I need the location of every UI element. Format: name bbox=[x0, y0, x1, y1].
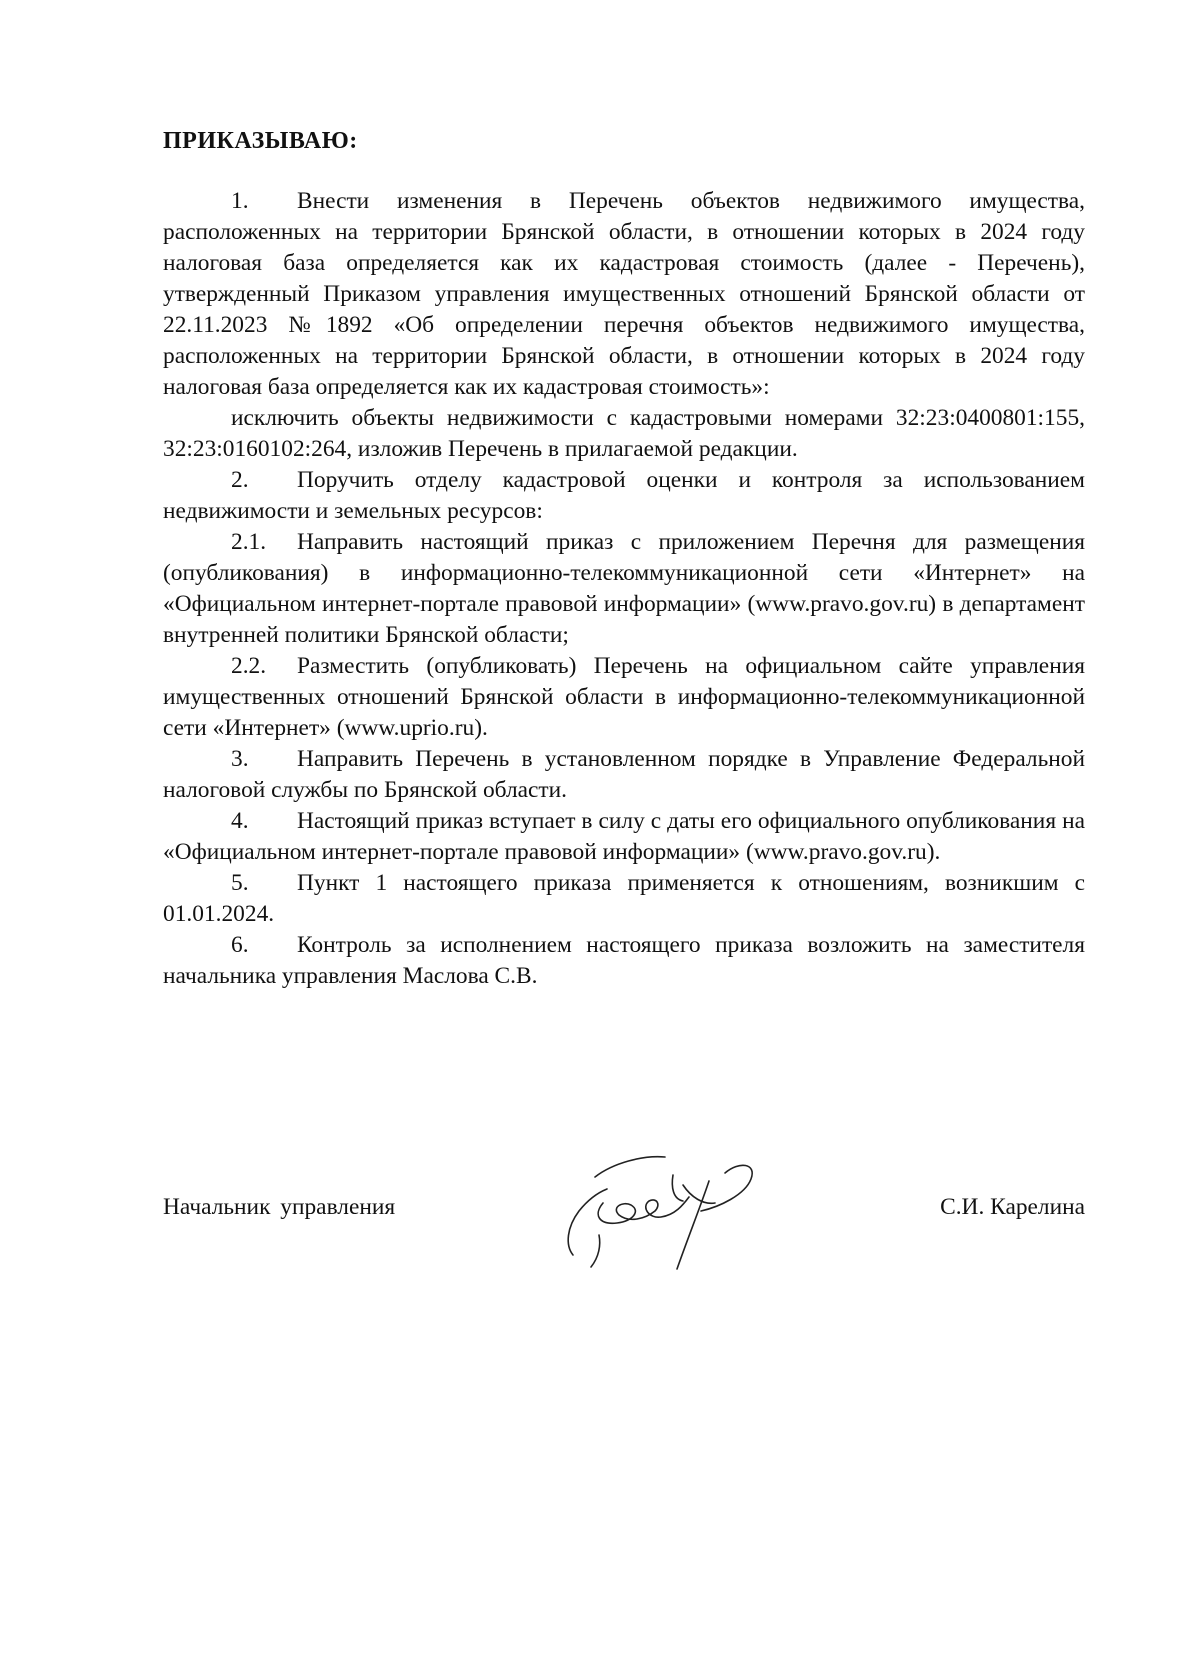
item-text: Контроль за исполнением настоящего приказа возложить на заместителя начальника управления Маслова С.В. bbox=[163, 932, 1085, 989]
order-item-6 bbox=[163, 930, 1085, 992]
item-text: Поручить отделу кадастровой оценки и контроля за использованием недвижимости и земельных ресурсов: bbox=[163, 467, 1085, 524]
item-text: Направить настоящий приказ с приложением Перечня для размещения (опубликования) в информационно-телекоммуникационной сети «Интернет» на «Официальном интернет-портале правовой информации» (www.pravo.gov.ru) в департамент внутренней политики Брянской области; bbox=[163, 529, 1085, 648]
order-item-4 bbox=[163, 806, 1085, 868]
signature-block bbox=[163, 1180, 1085, 1270]
order-heading: ПРИКАЗЫВАЮ: bbox=[163, 128, 358, 154]
item-number: 6. bbox=[231, 932, 249, 958]
order-item-2-2 bbox=[163, 651, 1085, 744]
order-body bbox=[163, 186, 1085, 992]
item-text: Направить Перечень в установленном порядке в Управление Федеральной налоговой службы по Брянской области. bbox=[163, 746, 1085, 803]
item-number: 2. bbox=[231, 467, 249, 493]
item-text: Настоящий приказ вступает в силу с даты его официального опубликования на «Официальном интернет-портале правовой информации» (www.pravo.gov.ru). bbox=[163, 808, 1085, 865]
handwritten-signature bbox=[533, 1145, 773, 1275]
order-item-1 bbox=[163, 186, 1085, 403]
item-text: Внести изменения в Перечень объектов недвижимого имущества, расположенных на территории Брянской области, в отношении которых в 2024 году налоговая база определяется как их кадастровая стоимость (далее - Перечень), утвержденный Приказом управления имущественных отношений Брянской области от 22.11.2023 №1892 «Об определении перечня объектов недвижимого имущества, расположенных на территории Брянской области, в отношении которых в 2024 году налоговая база определяется как их кадастровая стоимость»: bbox=[163, 188, 1085, 400]
item-number: 2.2. bbox=[231, 653, 267, 679]
order-item-2 bbox=[163, 465, 1085, 527]
item-text: Разместить (опубликовать) Перечень на официальном сайте управления имущественных отношений Брянской области в информационно-телекоммуникационной сети «Интернет» (www.uprio.ru). bbox=[163, 653, 1085, 741]
order-item-1-continuation bbox=[163, 403, 1085, 465]
order-item-3 bbox=[163, 744, 1085, 806]
item-text: Пункт 1 настоящего приказа применяется к отношениям, возникшим с 01.01.2024. bbox=[163, 870, 1085, 927]
signatory-position: Начальник управления bbox=[163, 1194, 396, 1220]
item-number: 1. bbox=[231, 188, 249, 214]
item-text: исключить объекты недвижимости с кадастровыми номерами 32:23:0400801:155, 32:23:0160102:264, изложив Перечень в прилагаемой редакции. bbox=[163, 405, 1085, 462]
item-number: 2.1. bbox=[231, 529, 267, 555]
item-number: 5. bbox=[231, 870, 249, 896]
order-item-5 bbox=[163, 868, 1085, 930]
item-number: 4. bbox=[231, 808, 249, 834]
order-item-2-1 bbox=[163, 527, 1085, 651]
item-number: 3. bbox=[231, 746, 249, 772]
signatory-name: С.И. Карелина bbox=[940, 1194, 1085, 1220]
